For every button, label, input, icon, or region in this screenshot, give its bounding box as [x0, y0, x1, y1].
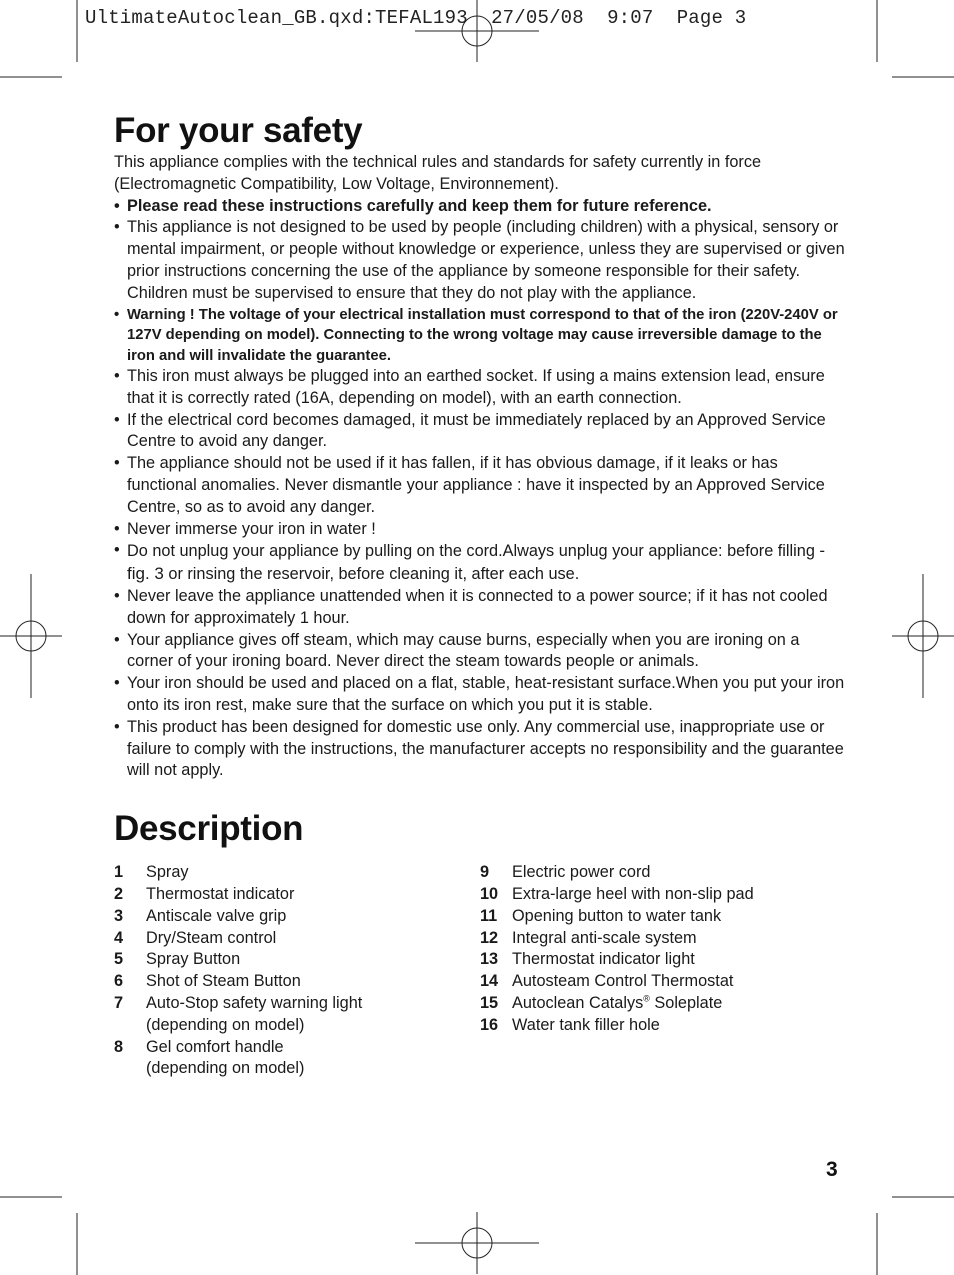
- print-slug: UltimateAutoclean_GB.qxd:TEFAL193 27/05/08 9:07 Page 3: [85, 7, 747, 29]
- part-item: [114, 971, 480, 993]
- description-title: Description: [114, 809, 304, 849]
- part-item: [114, 906, 480, 928]
- part-label-line: Auto-Stop safety warning light: [146, 994, 363, 1012]
- parts-column-left: [114, 862, 480, 1080]
- parts-column-right: [480, 862, 846, 1080]
- part-number: 4: [114, 928, 124, 947]
- safety-rule: • This iron must always be plugged into an earthed socket. If using a mains extension lead, ensure that it is correctly rated (16A, depending on model), with an earth connection.: [114, 366, 846, 410]
- part-item: [480, 949, 846, 971]
- part-label: [146, 1037, 480, 1081]
- safety-rule: • Never immerse your iron in water !: [114, 519, 846, 541]
- safety-rule: • Your appliance gives off steam, which may cause burns, especially when you are ironing on a corner of your ironing board. Never direct the steam towards people or animals.: [114, 630, 846, 674]
- part-number: 11: [480, 906, 498, 925]
- unplug-text-before: Do not unplug your appliance by pulling on the cord.Always unplug your appliance: before filling: [127, 542, 820, 561]
- safety-rule-unplug: [114, 540, 846, 586]
- part-label-text-after: Soleplate: [649, 994, 723, 1012]
- part-number: 2: [114, 885, 124, 904]
- safety-rule: • This appliance is not designed to be used by people (including children) with a physical, sensory or mental impairment, or people without knowledge or experience, unless they are supervised or given prior instructions concerning the use of the appliance by someone responsible for their safety. Children must be supervised to ensure that they do not play with the appliance.: [114, 217, 846, 304]
- voltage-warning: • Warning ! The voltage of your electrical installation must correspond to that of the iron (220V-240V or 127V depending on model). Connecting to the wrong voltage may cause irreversible damage to the iron and will invalidate the guarantee.: [114, 305, 846, 367]
- safety-title: For your safety: [114, 111, 363, 150]
- safety-rule: • If the electrical cord becomes damaged, it must be immediately replaced by an Approved Service Centre to avoid any danger.: [114, 410, 846, 454]
- part-number: 10: [480, 885, 499, 904]
- part-label-note: (depending on model): [146, 1015, 305, 1034]
- part-label: Autosteam Control Thermostat: [512, 972, 734, 991]
- part-item: [114, 862, 480, 884]
- safety-rule: • Please read these instructions carefully and keep them for future reference.: [114, 196, 846, 218]
- part-item: [114, 993, 480, 1037]
- part-number: 9: [480, 863, 490, 882]
- part-label-line: Gel comfort handle: [146, 1037, 284, 1056]
- part-label: Spray Button: [146, 950, 241, 969]
- part-number: 7: [114, 994, 124, 1012]
- registered-mark: ®: [643, 993, 650, 1004]
- part-label: Integral anti-scale system: [512, 928, 697, 947]
- safety-intro: This appliance complies with the technical rules and standards for safety currently in force (Electromagnetic Compatibility, Low Voltage, Environnement).: [114, 153, 762, 193]
- part-item: [114, 928, 480, 950]
- part-item: [480, 906, 846, 928]
- part-item: [114, 1037, 480, 1081]
- part-item: [480, 971, 846, 993]
- unplug-text-after: or rinsing the reservoir, before cleaning it, after each use.: [163, 565, 580, 584]
- part-label: Dry/Steam control: [146, 928, 277, 947]
- part-number: 14: [480, 972, 499, 991]
- part-label: Electric power cord: [512, 863, 651, 882]
- safety-rule: • Never leave the appliance unattended when it is connected to a power source; if it has not cooled down for approximately 1 hour.: [114, 586, 846, 630]
- part-item: [114, 884, 480, 906]
- part-number: 12: [480, 928, 499, 947]
- part-number: 6: [114, 972, 124, 991]
- part-label: Antiscale valve grip: [146, 906, 287, 925]
- safety-rule: • The appliance should not be used if it has fallen, if it has obvious damage, if it leaks or has functional anomalies. Never dismantle your appliance : have it inspected by an Approved Service Centre, so as to avoid any danger.: [114, 453, 846, 518]
- safety-rule: • This product has been designed for domestic use only. Any commercial use, inappropriate use or failure to comply with the instructions, the manufacturer accepts no responsibility and the guarantee will not apply.: [114, 717, 846, 782]
- part-number: 13: [480, 950, 499, 969]
- part-label: Thermostat indicator light: [512, 950, 695, 969]
- part-number: 8: [114, 1037, 124, 1056]
- part-number: 1: [114, 863, 124, 882]
- part-number: 16: [480, 1015, 499, 1034]
- part-item: [480, 1015, 846, 1037]
- part-label: [146, 993, 480, 1037]
- part-label-note: (depending on model): [146, 1059, 305, 1078]
- part-item: [480, 928, 846, 950]
- part-label-text: Autoclean Catalys: [512, 994, 644, 1012]
- safety-rule: • Your iron should be used and placed on a flat, stable, heat-resistant surface.When you put your iron onto its iron rest, make sure that the surface on which you put it is stable.: [114, 673, 846, 717]
- page-content: [114, 110, 846, 1080]
- part-label: [512, 993, 846, 1015]
- part-item: [480, 884, 846, 906]
- part-number: 15: [480, 994, 499, 1012]
- part-label: Thermostat indicator: [146, 885, 295, 904]
- part-label: Extra-large heel with non-slip pad: [512, 885, 754, 904]
- part-label: Shot of Steam Button: [146, 972, 301, 991]
- part-number: 5: [114, 950, 124, 969]
- parts-list: [114, 862, 846, 1080]
- part-item: [480, 862, 846, 884]
- page-number: 3: [826, 1158, 838, 1181]
- safety-rules-list: [114, 196, 846, 783]
- part-label: Opening button to water tank: [512, 906, 722, 925]
- part-label: Water tank filler hole: [512, 1015, 660, 1034]
- part-item: [480, 993, 846, 1015]
- part-number: 3: [114, 906, 124, 925]
- part-item: [114, 949, 480, 971]
- part-label: Spray: [146, 863, 189, 882]
- figure-reference: - fig. 3: [127, 541, 826, 584]
